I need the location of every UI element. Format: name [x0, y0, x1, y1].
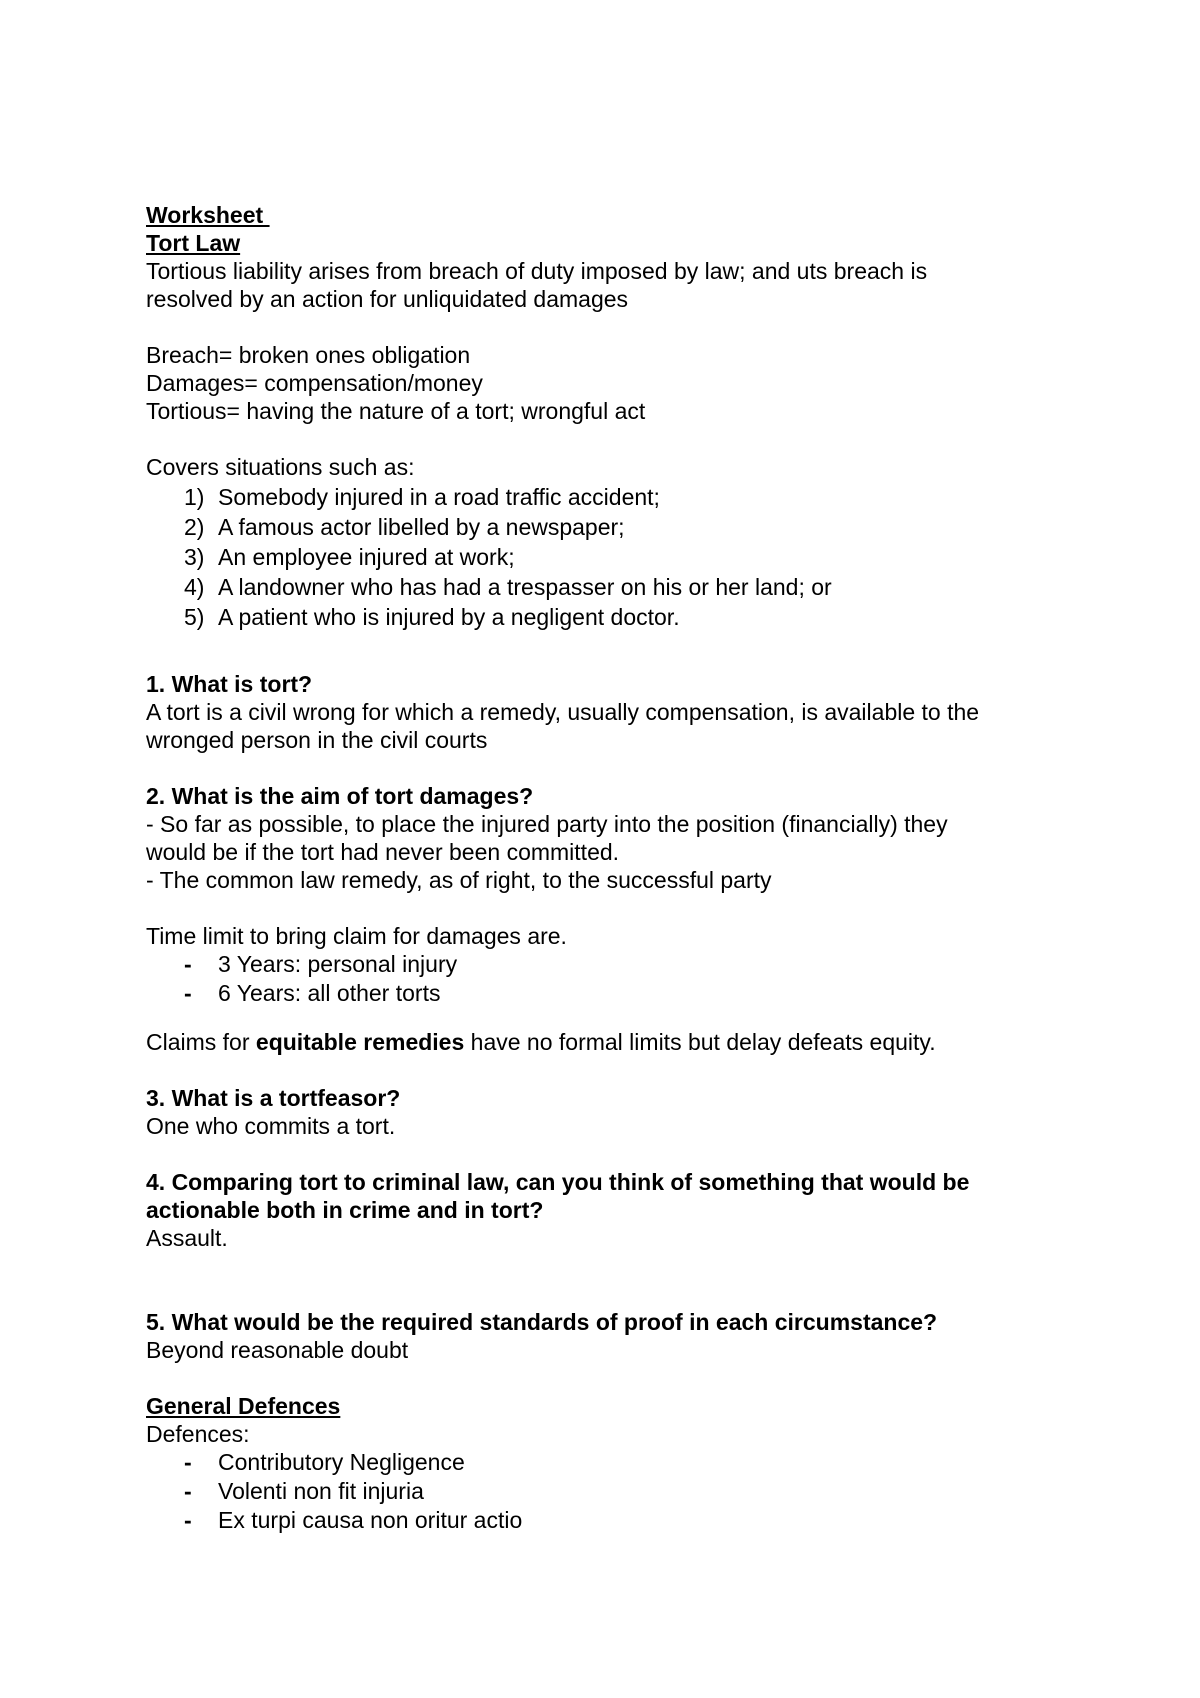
situations-heading: Covers situations such as:: [146, 454, 415, 480]
question-3: 3. What is a tortfeasor?: [146, 1085, 401, 1111]
worksheet-content: [146, 201, 1066, 1535]
answer-1-line-1: A tort is a civil wrong for which a remedy, usually compensation, is available to the: [146, 699, 980, 725]
list-item: [146, 512, 1066, 542]
dash-marker: -: [184, 980, 192, 1006]
defences-heading: General Defences: [146, 1393, 341, 1419]
intro-text-line-2: resolved by an action for unliquidated damages: [146, 286, 629, 312]
list-item: [146, 572, 1066, 602]
list-item-text: Contributory Negligence: [218, 1449, 465, 1475]
question-4-line-2: actionable both in crime and in tort?: [146, 1197, 544, 1223]
list-item-text: An employee injured at work;: [218, 544, 515, 570]
dash-marker: -: [184, 1478, 192, 1504]
definition-damages: Damages= compensation/money: [146, 370, 483, 396]
answer-1-line-2: wronged person in the civil courts: [146, 727, 488, 753]
list-item-text: 6 Years: all other torts: [218, 980, 441, 1006]
list-item: [146, 1448, 1066, 1477]
list-item-text: Somebody injured in a road traffic accident;: [218, 484, 660, 510]
list-number: 4): [184, 574, 205, 600]
equitable-remedies-text: [146, 1028, 1066, 1056]
list-item: [146, 1477, 1066, 1506]
answer-2-line-2: would be if the tort had never been committed.: [146, 839, 620, 865]
question-1: 1. What is tort?: [146, 671, 313, 697]
list-item: [146, 602, 1066, 632]
list-item-text: A patient who is injured by a negligent doctor.: [218, 604, 680, 630]
answer-5: Beyond reasonable doubt: [146, 1337, 409, 1363]
list-item: [146, 950, 1066, 979]
question-4-line-1: 4. Comparing tort to criminal law, can you think of something that would be: [146, 1169, 970, 1195]
answer-2-line-1: - So far as possible, to place the injured party into the position (financially) they: [146, 811, 948, 837]
list-item-text: Ex turpi causa non oritur actio: [218, 1507, 523, 1533]
definition-breach: Breach= broken ones obligation: [146, 342, 471, 368]
list-item-text: 3 Years: personal injury: [218, 951, 458, 977]
dash-marker: -: [184, 1507, 192, 1533]
answer-4: Assault.: [146, 1225, 228, 1251]
spacer: [146, 1252, 1066, 1308]
spacer: [146, 754, 1066, 782]
spacer: [146, 894, 1066, 922]
question-2: 2. What is the aim of tort damages?: [146, 783, 534, 809]
definition-tortious: Tortious= having the nature of a tort; wrongful act: [146, 398, 646, 424]
answer-2-line-3: - The common law remedy, as of right, to the successful party: [146, 867, 772, 893]
dash-marker: -: [184, 1449, 192, 1475]
list-number: 1): [184, 484, 205, 510]
answer-3: One who commits a tort.: [146, 1113, 396, 1139]
spacer: [146, 1056, 1066, 1084]
equitable-bold: equitable remedies: [255, 1029, 465, 1055]
list-number: 5): [184, 604, 205, 630]
spacer: [146, 632, 1066, 670]
time-limit-list: [146, 950, 1066, 1008]
list-number: 3): [184, 544, 205, 570]
time-limit-heading: Time limit to bring claim for damages are.: [146, 923, 567, 949]
spacer: [146, 1364, 1066, 1392]
worksheet-subtitle: Tort Law: [146, 230, 241, 256]
worksheet-title: Worksheet: [146, 202, 270, 228]
list-item: [146, 1506, 1066, 1535]
intro-text-line-1: Tortious liability arises from breach of duty imposed by law; and uts breach is: [146, 258, 928, 284]
spacer: [146, 1140, 1066, 1168]
list-item-text: A landowner who has had a trespasser on his or her land; or: [218, 574, 832, 600]
spacer: [146, 425, 1066, 453]
defences-list: [146, 1448, 1066, 1535]
defences-label: Defences:: [146, 1421, 250, 1447]
question-5: 5. What would be the required standards of proof in each circumstance?: [146, 1309, 938, 1335]
list-item: [146, 979, 1066, 1008]
list-item-text: A famous actor libelled by a newspaper;: [218, 514, 625, 540]
situations-list: [146, 482, 1066, 632]
list-item: [146, 482, 1066, 512]
spacer: [146, 1008, 1066, 1028]
list-item: [146, 542, 1066, 572]
dash-marker: -: [184, 951, 192, 977]
list-number: 2): [184, 514, 205, 540]
equitable-prefix: Claims for: [146, 1029, 256, 1055]
equitable-suffix: have no formal limits but delay defeats equity.: [464, 1029, 936, 1055]
list-item-text: Volenti non fit injuria: [218, 1478, 424, 1504]
spacer: [146, 313, 1066, 341]
